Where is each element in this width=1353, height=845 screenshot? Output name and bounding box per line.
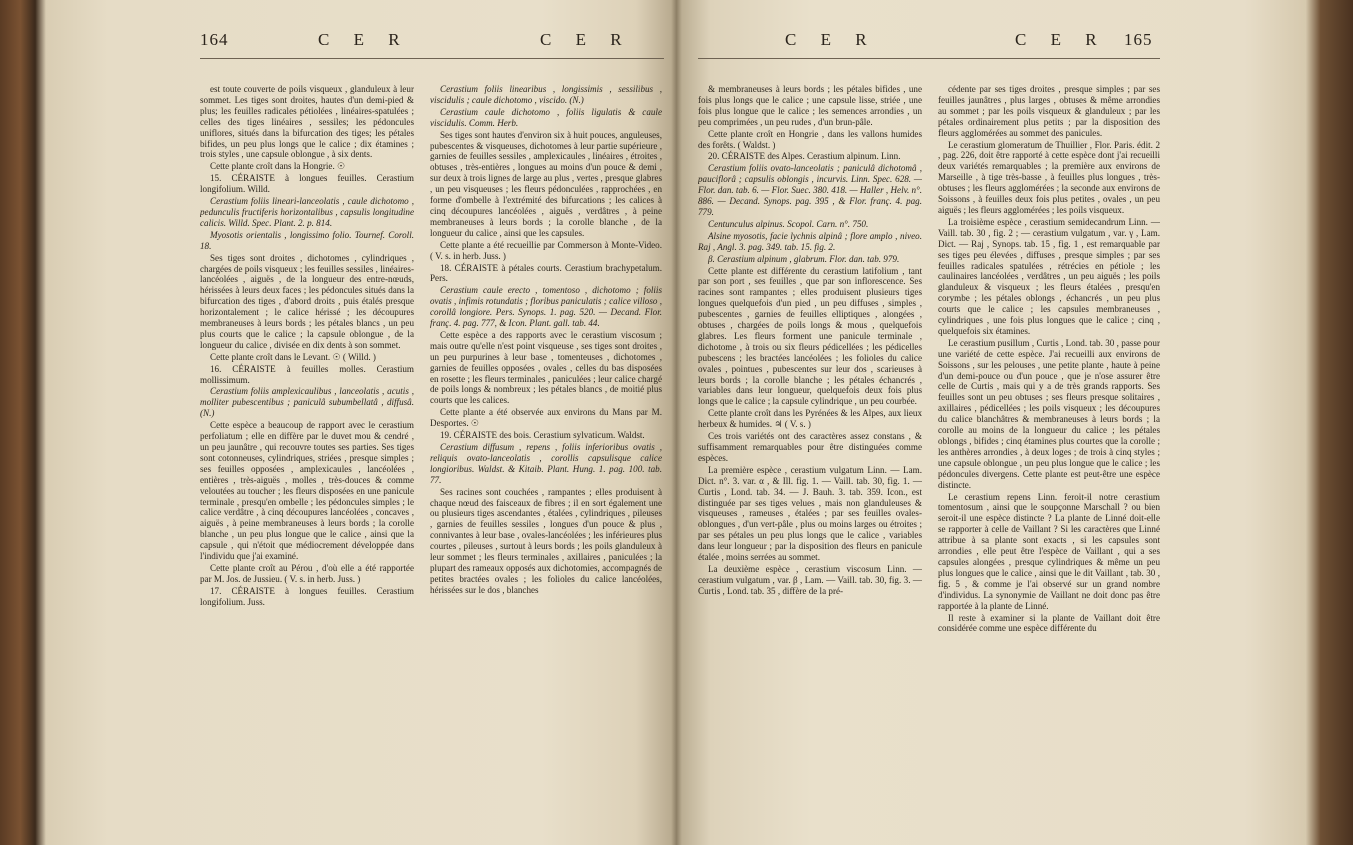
left-running-head-2: C E R xyxy=(540,30,632,49)
paragraph: Cette plante croît dans la Hongrie. ☉ xyxy=(210,161,346,172)
right-column-2 xyxy=(938,84,1160,824)
paragraph: Cette plante croît au Pérou , d'où elle a été rapportée par M. Jos. de Jussieu. ( V. s. in herb. Juss. ) xyxy=(200,562,414,584)
paragraph: Le cerastium repens Linn. feroit-il notre cerastium tomentosum , ainsi que le soupçonne Marschall ? ou bien seroit-il une espèce distincte ? La plante de Linné doit-elle se rapporter à celle de Vaillant ? Si les caractères que Linné attribue à sa plante sont exacts , si les capsules sont arrondies , elle peut être l'espèce de Vaillant , qui a ses capsules alongées , presque cylindriques & même un peu plus longues que le calice , ainsi que le dit Vaillant , tab. 30 , fig. 5 , & comme je l'ai observé sur un grand nombre d'individus. La synonymie de Vaillant ne doit donc pas être rapportée à la plante de Linné. xyxy=(938,491,1160,611)
left-column-2 xyxy=(430,84,662,819)
paragraph: est toute couverte de poils visqueux , glanduleux à leur sommet. Les tiges sont droites, hautes d'un demi-pied & plus; les feuilles radicales pétiolées , linéaires-spatulées ; celles des tiges linéaires , sessiles; les pédoncules uniflores, situés dans la bifurcation des tiges; les pétales bifides, un peu plus longs que le calice ; dix étamines ; trois styles , une capsule oblongue , à six dents. xyxy=(200,84,414,160)
paragraph: Le cerastium glomeratum de Thuillier , Flor. Paris. édit. 2 , pag. 226, doit être rapporté à cette espèce dont j'ai recueilli deux variétés remarquables ; la première aux environs de Marseille , à tige très-basse , à feuilles plus longues , très-obtuses ; les fleurs agglomérées ; la seconde aux environs de Soissons , à feuilles deux fois plus petites , ovales , un peu aiguës ; les fleurs agglomérées ; les poils visqueux. xyxy=(938,139,1160,215)
paragraph: 19. CÉRAISTE des bois. Cerastium sylvaticum. Waldst. xyxy=(440,430,645,441)
paragraph: Cette plante a été observée aux environs du Mans par M. Desportes. ☉ xyxy=(430,407,662,429)
paragraph: Cette plante a été recueillie par Commerson à Monte-Video. ( V. s. in herb. Juss. ) xyxy=(430,239,662,261)
paragraph: Myosotis orientalis , longissimo folio. Tournef. Coroll. 18. xyxy=(200,229,414,251)
paragraph: Cerastium foliis amplexicaulibus , lanceolatis , acutis , molliter pubescentibus ; paniculâ subumbellatâ , diffusâ. (N.) xyxy=(200,386,414,419)
left-page-number: 164 xyxy=(200,30,229,49)
right-running-head-2: C E R xyxy=(1015,30,1107,49)
paragraph: La deuxième espèce , cerastium viscosum Linn. — cerastium vulgatum , var. β , Lam. — Vaill. tab. 30, fig. 3. — Curtis , Lond. tab. 35 , diffère de la pré- xyxy=(698,563,922,596)
paragraph: Cerastium caule dichotomo , foliis ligulatis & caule viscidulis. Comm. Herb. xyxy=(430,106,662,128)
right-page-number: 165 xyxy=(1124,30,1153,49)
paragraph: 17. CÉRAISTE à longues feuilles. Cerastium longifolium. Juss. xyxy=(200,585,414,607)
paragraph: cédente par ses tiges droites , presque simples ; par ses feuilles jaunâtres , plus larges , obtuses & même arrondies au sommet ; par les poils visqueux & glanduleux ; par les pétales ordinairement plus petits ; par la disposition des fleurs agglomérées au sommet des panicules. xyxy=(938,84,1160,138)
paragraph: Cerastium diffusum , repens , foliis inferioribus ovatis , reliquis ovato-lanceolatis , corollis capsulisque calice longioribus. Waldst. & Kitaib. Plant. Hung. 1. pag. 100. tab. 77. xyxy=(430,442,662,485)
left-running-head: C E R xyxy=(318,30,410,49)
paragraph: 16. CÉRAISTE à feuilles molles. Cerastium mollissimum. xyxy=(200,363,414,385)
paragraph: Ces trois variétés ont des caractères assez constans , & suffisamment remarquables pour être distinguées comme espèces. xyxy=(698,431,922,463)
paragraph: Ses tiges sont droites , dichotomes , cylindriques , chargées de poils visqueux ; les feuilles sessiles , linéaires-lancéolées , aiguës , de la longueur des entre-nœuds, hérissées à leurs deux faces ; les pédoncules situés dans la bifurcation des tiges , d'abord droits , puis étalés presque horizontalement ; le calice hérissé ; les découpures membraneuses à leurs bords ; les pétales blancs , un peu plus courts que le calice ; la capsule oblongue , de la longueur du calice , divisée en dix dents à son sommet. xyxy=(200,252,414,350)
paragraph: Cerastium foliis lineari-lanceolatis , caule dichotomo , pedunculis fructiferis horizontalibus , capsulis longitudine calicis. Willd. Spec. Plant. 2. p. 814. xyxy=(200,196,414,228)
paragraph: Cette plante est différente du cerastium latifolium , tant par son port , ses feuilles , que par son inflorescence. Ses racines sont rampantes ; elles produisent plusieurs tiges longues quelquefois d'un pied , un peu diffuses , simples , pubescentes , garnies de feuilles elliptiques , alongées , obtuses , chargées de poils longs & mous , quelquefois glabres. Les fleurs forment une panicule terminale , dichotome , à trois ou six fleurs pédicellées ; les pédicelles pubescens ; les bractées lancéolées ; les folioles du calice ovales , pointues , pubescentes sur leur dos , scarieuses à leurs bords ; la corolle blanche ; les pétales échancrés , variables dans leur longueur, quelquefois deux fois plus longs que le calice ; la capsule cylindrique , un peu courbée. xyxy=(698,265,922,407)
paragraph: La troisième espèce , cerastium semidecandrum Linn. — Vaill. tab. 30 , fig. 2 ; — cerastium vulgatum , var. γ , Lam. Dict. — Raj , Synops. tab. 15 , fig. 1 , est remarquable par ses tiges peu élevées , diffuses , presque simples ; par ses feuilles radicales spatulées , rétrécies en pétiole ; les caulinaires lancéolées , verdâtres , un peu aiguës ; les poils glanduleux & visqueux ; les fleurs étalées , presqu'en corymbe ; les pétales oblongs , échancrés , un peu plus courts que le calice ; les capsules membraneuses , cylindriques , une fois plus longues que le calice ; cinq , quelquefois six étamines. xyxy=(938,216,1160,336)
paragraph: Le cerastium pusillum , Curtis , Lond. tab. 30 , passe pour une variété de cette espèce. J'ai recueilli aux environs de Soissons , sur les pelouses , une petite plante , haute à peine d'un demi-pouce ou d'un pouce , que je n'ose assurer être celle de Curtis , mais qui y a de très grands rapports. Ses feuilles sont un peu obtuses ; ses fleurs presque solitaires , axillaires , pédicellées ; les poils visqueux ; les découpures du calice blanchâtres & membraneuses à leurs bords ; la corolle au moins de la longueur du calice ; les pétales oblongs , bifides ; cinq étamines plus courtes que la corolle ; les anthères arrondies , à deux loges ; de trois à cinq styles ; une capsule oblongue , un peu plus longue que le calice ; les pédoncules divergens. Cette plante est peut-être une espèce distincte. xyxy=(938,337,1160,490)
paragraph: Cette plante croît dans le Levant. ☉ ( Willd. ) xyxy=(210,351,376,362)
paragraph: Cerastium foliis linearibus , longissimis , sessilibus , viscidulis ; caule dichotomo , viscido. (N.) xyxy=(430,84,662,105)
right-running-head: C E R xyxy=(785,30,877,49)
left-column-1 xyxy=(200,84,414,819)
paragraph: β. Cerastium alpinum , glabrum. Flor. dan. tab. 979. xyxy=(708,253,900,264)
paragraph: Il reste à examiner si la plante de Vaillant doit être considérée comme une espèce différente du xyxy=(938,612,1160,634)
paragraph: 18. CÉRAISTE à pétales courts. Cerastium brachypetalum. Pers. xyxy=(430,262,662,284)
paragraph: La première espèce , cerastium vulgatum Linn. — Lam. Dict. n°. 3. var. α , & Ill. fig. 1. — Vaill. tab. 30, fig. 1. — Curtis , Lond. tab. 34. — J. Bauh. 3. tab. 359. Icon., est distinguée par ses tiges velues , mais non glanduleuses & visqueuses , rameuses , étalées ; par ses feuilles ovales-oblongues , d'un vert-pâle , plus ou moins larges ou étroites ; par ses pétales un peu plus longs que le calice , variables dans leur longueur ; par la disposition des fleurs en panicule étalée , moins serrées au sommet. xyxy=(698,464,922,563)
paragraph: Cerastium foliis ovato-lanceolatis ; paniculâ dichotomâ , pauciflorâ ; capsulis oblongis , incurvis. Linn. Spec. 628. — Flor. dan. tab. 6. — Flor. Suec. 380. 418. — Haller , Helv. n°. 886. — Decand. Synops. pag. 395 , & Flor. franç. 4. pag. 779. xyxy=(698,163,922,217)
paragraph: Cette plante croît dans les Pyrénées & les Alpes, aux lieux herbeux & humides. ♃ ( V. s. ) xyxy=(698,408,922,430)
paragraph: Ses tiges sont hautes d'environ six à huit pouces, anguleuses, pubescentes & visqueuses, dichotomes à leur partie supérieure , garnies de feuilles sessiles , amplexicaules , linéaires , étroites , obtuses , très-entières , longues au moins d'un pouce & demi , sur deux à trois lignes de large au plus , vertes , presque glabres , un peu visqueuses ; les fleurs pédonculées , rapprochées , en forme d'ombelle à l'extrémité des bifurcations ; les calices à cinq découpures lancéolées , aiguës , verdâtres , à peine membraneuses à leurs bords ; la corolle blanche , de la longueur du calice , ainsi que les capsules. xyxy=(430,129,662,238)
right-head-rule xyxy=(698,58,1160,59)
paragraph: Ses racines sont couchées , rampantes ; elles produisent à chaque nœud des faisceaux de fibres ; il en sort également une ou plusieurs tiges ascendantes , étalées , cylindriques , pileuses , garnies de feuilles sessiles , longues d'un pouce & plus , connivantes à leur base , ovales-lancéolées ; les inférieures plus courtes , pileuses , surtout à leurs bords ; les poils glanduleux à leur sommet ; les fleurs terminales , axillaires , paniculées ; la plupart des rameaux opposés aux dichotomies, accompagnés de petites bractées ovales ; les folioles du calice lancéolées, hérissées sur le dos , blanches xyxy=(430,486,662,595)
paragraph: Cerastium caule erecto , tomentoso , dichotomo ; foliis ovatis , infimis rotundatis ; floribus paniculatis ; calice villoso , corollâ longiore. Pers. Synops. 1. pag. 520. — Decand. Flor. franç. 4. pag. 777, & Icon. Plant. gall. tab. 44. xyxy=(430,285,662,329)
left-head-rule xyxy=(200,58,664,59)
paragraph: Cette espèce a des rapports avec le cerastium viscosum ; mais outre qu'elle n'est point visqueuse , ses tiges sont droites , un peu purpurines à leur base , tomenteuses , dichotomes , garnies de feuilles opposées , ovales , celles du bas disposées en rosette ; les fleurs terminales , paniculées ; leur calice chargé de poils longs & nombreux ; les pétales blancs , de moitié plus courts que les calices. xyxy=(430,329,662,406)
paragraph: 15. CÉRAISTE à longues feuilles. Cerastium longifolium. Willd. xyxy=(200,173,414,195)
paragraph: & membraneuses à leurs bords ; les pétales bifides , une fois plus longs que le calice ; une capsule lisse, striée , une fois plus longue que le calice ; les semences arrondies , un peu comprimées , un peu rudes , d'un brun-pâle. xyxy=(698,84,922,127)
paragraph: Cette plante croît en Hongrie , dans les vallons humides des forêts. ( Waldst. ) xyxy=(698,128,922,150)
paragraph: 20. CÉRAISTE des Alpes. Cerastium alpinum. Linn. xyxy=(708,151,901,162)
paragraph: Cette espèce a beaucoup de rapport avec le cerastium perfoliatum ; elle en diffère par le duvet mou & cendré , un peu jaunâtre , qui recouvre toutes ses parties. Ses tiges sont cotonneuses, cylindriques, striées , presque simples ; ses feuilles opposées , amplexicaules , lancéolées , entières , très-aiguës , molles , très-douces & comme veloutées au toucher ; les fleurs disposées en une panicule terminale , presqu'en ombelle ; les pédoncules simples ; le calice verdâtre , à cinq découpures lancéolées , concaves , aiguës , à peine membraneuses à leurs bords ; la corolle blanche , un peu plus longue que le calice , ainsi que la capsule , qui n'étoit que médiocrement développée dans l'individu que j'ai examiné. xyxy=(200,420,414,562)
paragraph: Centunculus alpinus. Scopol. Carn. n°. 750. xyxy=(708,218,869,229)
right-column-1 xyxy=(698,84,922,824)
paragraph: Alsine myosotis, facie lychnis alpinâ ; flore amplo , niveo. Raj , Angl. 3. pag. 349. tab. 15. fig. 2. xyxy=(698,230,922,252)
